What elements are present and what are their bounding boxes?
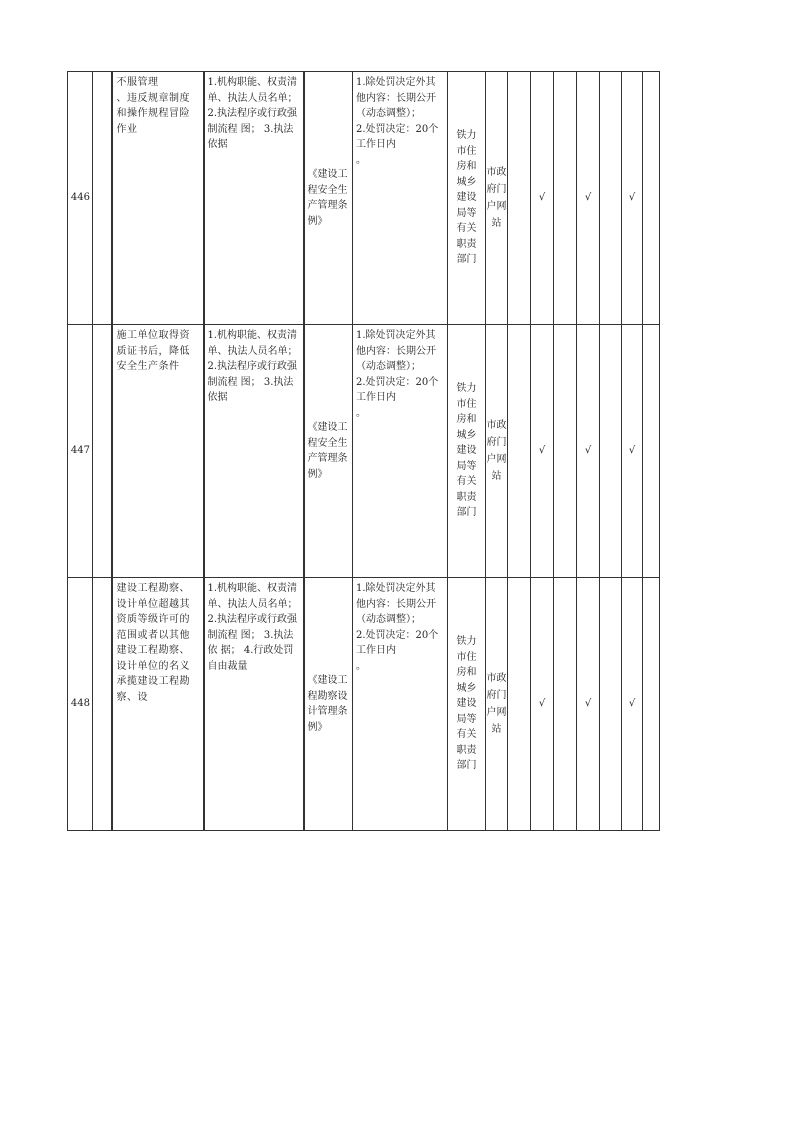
check-cell (600, 72, 622, 325)
table-row (68, 72, 660, 325)
matter-cell: 建设工程勘察、设计单位超越其资质等级许可的范围或者以其他建设工程勘察、设计单位的名义承揽建设工程勘察、设 (112, 578, 204, 831)
check-cell: √ (577, 578, 600, 831)
spacer-cell (93, 578, 112, 831)
check-cell: √ (531, 578, 554, 831)
matter-cell: 不服管理 、违反规章制度和操作规程冒险作业 (112, 72, 204, 325)
check-cell (643, 72, 660, 325)
check-cell (508, 578, 531, 831)
basis-cell: 《建设工程安全生产管理条例》 (304, 325, 353, 578)
check-cell: √ (622, 325, 643, 578)
content-cell: 1.机构职能、权责清单、执法人员名单； 2.执法程序或行政强制流程 图； 3.执法依据 (204, 72, 304, 325)
basis-cell: 《建设工程勘察设计管理条例》 (304, 578, 353, 831)
table-row (68, 578, 660, 831)
table-row (68, 325, 660, 578)
channel-cell: 市政府门户网站 (486, 325, 508, 578)
check-cell: √ (531, 325, 554, 578)
channel-cell: 市政府门户网站 (486, 578, 508, 831)
row-number: 446 (68, 72, 93, 325)
spacer-cell (93, 325, 112, 578)
check-cell: √ (531, 72, 554, 325)
matter-cell: 施工单位取得资质证书后，降低安全生产条件 (112, 325, 204, 578)
timing-cell: 1.除处罚决定外其他内容：长期公开 （动态调整）； 2.处罚决定：20个工作日内 。 (353, 325, 448, 578)
spacer-cell (93, 72, 112, 325)
check-cell: √ (622, 72, 643, 325)
check-cell (643, 578, 660, 831)
check-cell (554, 578, 577, 831)
check-cell (600, 325, 622, 578)
row-number: 448 (68, 578, 93, 831)
check-cell (643, 325, 660, 578)
timing-cell: 1.除处罚决定外其他内容：长期公开 （动态调整）； 2.处罚决定：20个工作日内 。 (353, 578, 448, 831)
check-cell (600, 578, 622, 831)
subject-cell: 铁力市住房和城乡建设局等有关职责部门 (448, 325, 486, 578)
basis-cell: 《建设工程安全生产管理条例》 (304, 72, 353, 325)
check-cell: √ (577, 72, 600, 325)
check-cell (508, 325, 531, 578)
subject-cell: 铁力市住房和城乡建设局等有关职责部门 (448, 578, 486, 831)
disclosure-table (67, 71, 660, 831)
check-cell: √ (622, 578, 643, 831)
timing-cell: 1.除处罚决定外其他内容：长期公开 （动态调整）； 2.处罚决定：20个工作日内 。 (353, 72, 448, 325)
check-cell (554, 72, 577, 325)
check-cell: √ (577, 325, 600, 578)
content-cell: 1.机构职能、权责清单、执法人员名单； 2.执法程序或行政强制流程 图； 3.执法依据 (204, 325, 304, 578)
table-body (68, 72, 660, 831)
channel-cell: 市政府门户网站 (486, 72, 508, 325)
subject-cell: 铁力市住房和城乡建设局等有关职责部门 (448, 72, 486, 325)
row-number: 447 (68, 325, 93, 578)
content-cell: 1.机构职能、权责清单、执法人员名单； 2.执法程序或行政强制流程 图； 3.执法依 据； 4.行政处罚 自由裁量 (204, 578, 304, 831)
check-cell (554, 325, 577, 578)
check-cell (508, 72, 531, 325)
